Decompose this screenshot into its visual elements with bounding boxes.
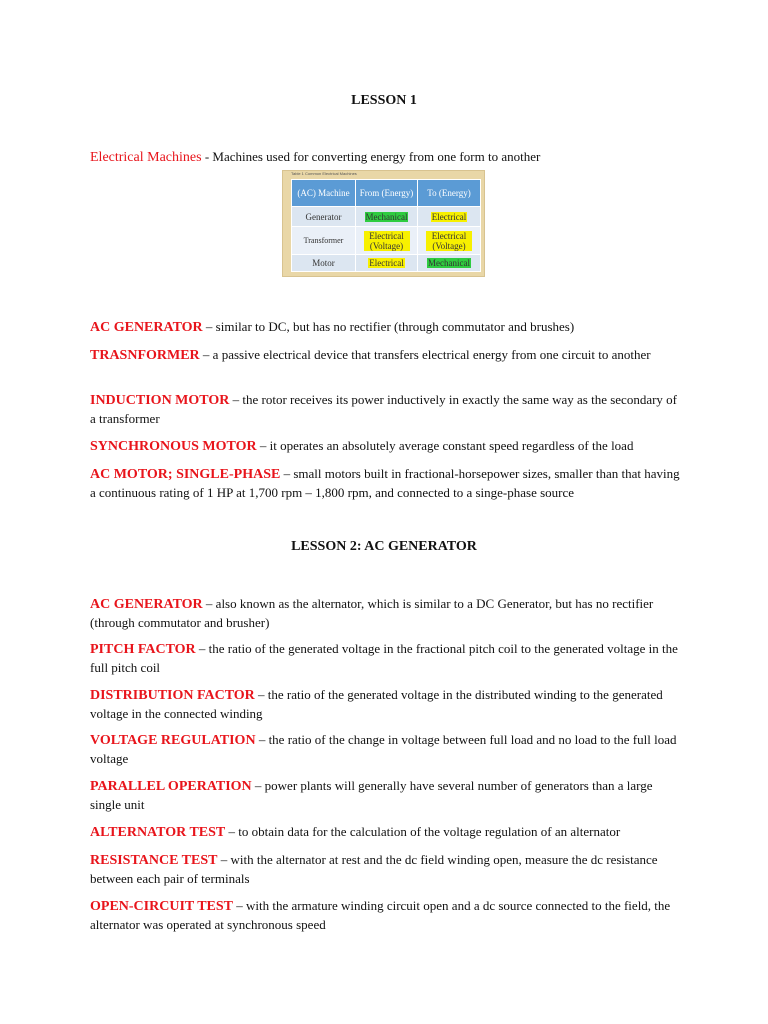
table-cell: Generator	[292, 207, 356, 227]
definition-open-circuit-test	[90, 897, 682, 933]
table-header: (AC) Machine	[292, 180, 356, 207]
table-row	[292, 227, 481, 255]
definition-resistance-test	[90, 851, 682, 887]
lesson1-title: LESSON 1	[351, 93, 417, 108]
electrical-highlight: Electrical	[369, 258, 404, 268]
definition-text: – a passive electrical device that transfers electrical energy from one circuit to another	[199, 347, 651, 362]
table-cell	[356, 207, 418, 227]
table-header: From (Energy)	[356, 180, 418, 207]
table-row	[292, 207, 481, 227]
mechanical-highlight: Mechanical	[428, 258, 470, 268]
table-cell	[356, 255, 418, 272]
table-cell: Transformer	[292, 227, 356, 255]
definition-text: – the ratio of the change in voltage between full load and no load to the full load voltage	[90, 732, 677, 766]
definition-text: – with the armature winding circuit open and a dc source connected to the field, the alternator was operated at synchronous speed	[90, 898, 671, 932]
definition-text: – also known as the alternator, which is similar to a DC Generator, but has no rectifier (through commutator and brusher)	[90, 596, 654, 630]
definition-transformer	[90, 346, 682, 365]
definition-text: – to obtain data for the calculation of the voltage regulation of an alternator	[225, 824, 621, 839]
definition-induction-motor	[90, 391, 682, 427]
definition-text: – similar to DC, but has no rectifier (through commutator and brushes)	[202, 319, 575, 334]
electrical-highlight: Electrical	[431, 211, 467, 222]
figure-caption: Table 1 Common Electrical Machines	[291, 172, 357, 176]
definition-term: AC GENERATOR	[90, 320, 203, 335]
electrical-highlight: Electrical (Voltage)	[364, 231, 410, 251]
definition-term: RESISTANCE TEST	[90, 853, 218, 868]
definition-text: – with the alternator at rest and the dc field winding open, measure the dc resistance between each pair of terminals	[90, 852, 658, 886]
definition-text: – the rotor receives its power inductively in exactly the same way as the secondary of a transformer	[90, 392, 677, 426]
table-row	[292, 255, 481, 272]
definition-term: TRASNFORMER	[90, 348, 200, 363]
definition-synchronous-motor	[90, 437, 682, 456]
definition-text: – power plants will generally have several number of generators than a large single unit	[90, 778, 653, 812]
mechanical-highlight: Mechanical	[365, 211, 408, 222]
definition-term: AC GENERATOR	[90, 597, 203, 612]
table-cell	[418, 207, 481, 227]
machines-table	[291, 179, 481, 272]
definition-term: DISTRIBUTION FACTOR	[90, 688, 255, 703]
definition-term: SYNCHRONOUS MOTOR	[90, 439, 257, 454]
lesson2-title: LESSON 2: AC GENERATOR	[291, 539, 477, 554]
definition-text: – the ratio of the generated voltage in the fractional pitch coil to the generated voltage in the full pitch coil	[90, 641, 678, 675]
definition-distribution-factor	[90, 686, 682, 722]
definition-pitch-factor	[90, 640, 682, 676]
definition-parallel-operation	[90, 777, 682, 813]
definition-term: INDUCTION MOTOR	[90, 393, 230, 408]
definition-term: OPEN-CIRCUIT TEST	[90, 899, 234, 914]
table-header: To (Energy)	[418, 180, 481, 207]
intro-term: Electrical Machines	[90, 150, 202, 165]
definition-ac-generator-2	[90, 595, 682, 631]
table-cell: Motor	[292, 255, 356, 272]
definition-ac-motor-single-phase	[90, 465, 682, 501]
definition-alternator-test	[90, 823, 682, 842]
intro-definition	[90, 148, 682, 167]
intro-text: - Machines used for converting energy from one form to another	[201, 149, 541, 164]
definition-term: PARALLEL OPERATION	[90, 779, 252, 794]
definition-text: – the ratio of the generated voltage in the distributed winding to the generated voltage in the connected winding	[90, 687, 663, 721]
definition-term: VOLTAGE REGULATION	[90, 733, 256, 748]
definition-term: ALTERNATOR TEST	[90, 825, 226, 840]
table-cell	[418, 255, 481, 272]
table-cell	[418, 227, 481, 255]
electrical-highlight: Electrical (Voltage)	[426, 231, 472, 251]
definition-ac-generator	[90, 318, 682, 337]
definition-term: AC MOTOR; SINGLE-PHASE	[90, 467, 281, 482]
definition-term: PITCH FACTOR	[90, 642, 196, 657]
machines-table-image	[282, 170, 485, 277]
table-cell	[356, 227, 418, 255]
definition-voltage-regulation	[90, 731, 682, 767]
definition-text: – small motors built in fractional-horsepower sizes, smaller than that having a continuous rating of 1 HP at 1,700 rpm – 1,800 rpm, and connected to a singe-phase source	[90, 466, 680, 500]
definition-text: – it operates an absolutely average constant speed regardless of the load	[256, 438, 634, 453]
